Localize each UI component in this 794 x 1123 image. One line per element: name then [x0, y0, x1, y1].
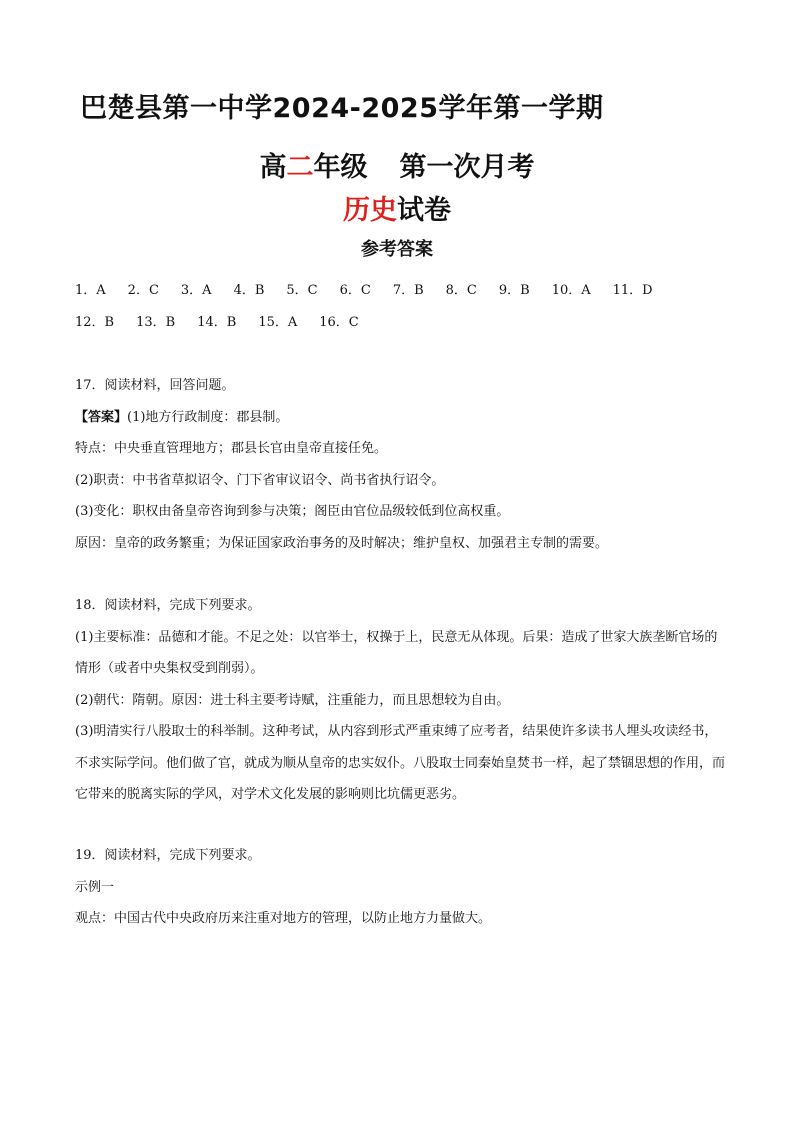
grade-number: 二 [286, 152, 314, 183]
question-17-line-4: (3)变化：职权由备皇帝咨询到参与决策；阁臣由官位品级较低到位高权重。 [75, 504, 510, 519]
grade-prefix: 高 [259, 152, 287, 183]
question-18-line-2: (2)朝代：隋朝。原因：进士科主要考诗赋，注重能力，而且思想较为自由。 [75, 692, 510, 708]
choice-answer: 1．A [75, 282, 106, 298]
choice-answer: 13．B [136, 314, 176, 330]
question-17-line-2: 特点：中央垂直管理地方；郡县长官由皇帝直接任免。 [75, 441, 388, 456]
question-18-title: 18．阅读材料，完成下列要求。 [75, 598, 261, 613]
subject-suffix: 试卷 [397, 195, 451, 226]
subject-name: 历史 [343, 195, 397, 226]
choice-answers-row-2 [75, 304, 735, 336]
question-17-line-5: 原因：皇帝的政务繁重；为保证国家政治事务的及时解决；维护皇权、加强君主专制的需要。 [75, 535, 609, 551]
grade-exam-title [0, 145, 794, 184]
choice-answer: 16．C [319, 314, 359, 330]
question-19-line-2: 观点：中国古代中央政府历来注重对地方的管理，以防止地方力量做大。 [75, 911, 492, 926]
question-17-line-3: (2)职责：中书省草拟诏令、门下省审议诏令、尚书省执行诏令。 [75, 472, 445, 488]
choice-answer: 10．A [551, 282, 591, 298]
choice-answer: 14．B [197, 314, 237, 330]
choice-answer: 12．B [75, 314, 115, 330]
question-17-line-1: 【答案】(1)地方行政制度：郡县制。 [75, 409, 289, 425]
question-19 [75, 840, 725, 935]
choice-answers [75, 272, 735, 336]
question-18 [75, 590, 725, 811]
choice-answer: 6．C [339, 282, 371, 298]
question-17 [75, 370, 725, 559]
question-19-title: 19．阅读材料，完成下列要求。 [75, 848, 261, 863]
choice-answer: 11．D [612, 282, 653, 298]
choice-answer: 7．B [392, 282, 424, 298]
school-term-title: 巴楚县第一中学2024-2025学年第一学期 [80, 93, 604, 124]
choice-answer: 9．B [498, 282, 530, 298]
choice-answer: 8．C [445, 282, 477, 298]
question-18-line-3: (3)明清实行八股取士的科举制。这种考试，从内容到形式严重束缚了应考者，结果使许多读书人埋头攻读经书，不求实际学问。他们做了官，就成为顺从皇帝的忠实奴仆。八股取士同秦始皇焚书一样，起了禁锢思想的作用，而它带来的脱离实际的学风，对学术文化发展的影响则比坑儒更恶劣。 [75, 724, 726, 802]
choice-answers-row-1 [75, 272, 735, 304]
grade-suffix: 年级 [313, 152, 368, 183]
answers-heading: 参考答案 [361, 239, 433, 260]
choice-answer: 3．A [180, 282, 212, 298]
answer-tag: 【答案】 [75, 409, 128, 425]
choice-answer: 15．A [258, 314, 298, 330]
exam-name: 第一次月考 [399, 152, 535, 183]
question-18-line-1: (1)主要标准：品德和才能。不足之处：以官举士，权操于上，民意无从体现。后果：造成了世家大族垄断官场的情形（或者中央集权受到削弱）。 [75, 629, 718, 676]
question-19-line-1: 示例一 [75, 879, 115, 895]
subject-title [0, 188, 794, 227]
choice-answer: 5．C [286, 282, 318, 298]
question-17-title: 17．阅读材料，回答问题。 [75, 378, 235, 393]
choice-answer: 2．C [127, 282, 159, 298]
choice-answer: 4．B [233, 282, 265, 298]
